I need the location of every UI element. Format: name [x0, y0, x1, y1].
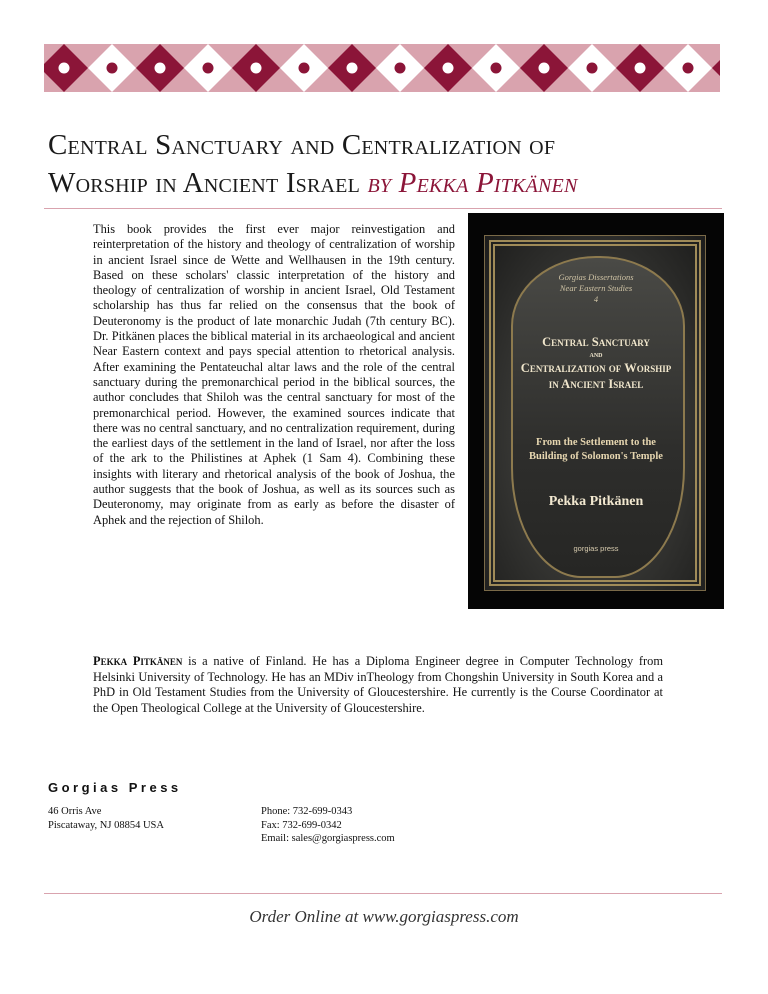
cover-subtitle-line-2: Building of Solomon's Temple — [529, 451, 663, 462]
banner-dot — [635, 63, 646, 74]
banner-dot — [587, 63, 598, 74]
banner-dot — [203, 63, 214, 74]
title-line-1: Central Sanctuary and Centralization of — [48, 129, 556, 161]
publisher-contact — [261, 805, 395, 846]
book-description: This book provides the first ever major reinvestigation and reinterpretation of the history and theology of centralization of worship in ancient Israel since de Wette and Wellhausen in the 19th century. Based on these scholars' classic interpretation of the history and theology of centralization of worship in ancient Israel, Old Testament scholarship has thus far relied on the consensus that the book of Deuteronomy is the product of late monarchic Judah (7th century BC). Dr. Pitkänen places the biblical material in its archaeological and ancient Near Eastern context and pays special attention to rhetorical analysis. After examining the Pentateuchal altar laws and the role of the central sanctuary during the premonarchical period in the biblical sources, the author concludes that Shiloh was the central sanctuary for most of the premonarchical period. However, the examined sources indicate that there was no central sanctuary, and no centralization requirement, during the earliest days of the settlement in the land of Israel, nor after the loss of the ark to the Philistines at Aphek (1 Sam 4). Combining these insights with literary and rhetorical analysis of the book of Joshua, the author suggests that the book of Joshua, as well as its sources such as Deuteronomy, may originate from as early as before the disaster of Aphek and the rejection of Shiloh. — [93, 222, 455, 527]
cover-panel — [484, 235, 706, 591]
footer-divider — [44, 893, 722, 894]
author-bio-text: is a native of Finland. He has a Diploma Engineer degree in Computer Technology from Helsinki University of Technology. He has an MDiv inTheology from Chongshin University in South Korea and a PhD in Old Testament Studies from the University of Gloucestershire. He currently is the Course Coordinator at the Open Theological College at the University of Gloucestershire. — [93, 654, 663, 715]
author-bio — [93, 654, 663, 716]
cover-series-line-1: Gorgias Dissertations — [558, 272, 634, 282]
title-byline: by Pekka Pitkänen — [367, 167, 578, 199]
cover-author: Pekka Pitkänen — [548, 494, 644, 509]
book-cover — [468, 213, 724, 609]
cover-series-line-2: Near Eastern Studies — [559, 283, 633, 293]
banner-dot — [443, 63, 454, 74]
contact-phone: Phone: 732-699-0343 — [261, 806, 353, 817]
cover-title — [485, 334, 707, 392]
banner-dot — [347, 63, 358, 74]
cover-title-line-1: Central Sanctuary — [542, 335, 650, 349]
address-line-2: Piscataway, NJ 08854 USA — [48, 819, 164, 831]
banner-dot — [491, 63, 502, 74]
banner-dot — [59, 63, 70, 74]
address-line-1: 46 Orris Ave — [48, 806, 102, 817]
cover-title-line-3: in Ancient Israel — [548, 377, 644, 391]
contact-fax: Fax: 732-699-0342 — [261, 819, 342, 831]
author-name: Pekka Pitkänen — [93, 654, 183, 668]
page-title — [48, 126, 738, 202]
banner-dot — [251, 63, 262, 74]
title-divider — [44, 208, 722, 209]
cover-subtitle — [485, 436, 707, 464]
cover-subtitle-line-1: From the Settlement to the — [536, 437, 656, 448]
cover-title-and: and — [589, 350, 603, 359]
banner-dot — [539, 63, 550, 74]
cover-title-line-2: Centralization of Worship — [520, 361, 672, 375]
publisher-name: Gorgias Press — [48, 780, 182, 795]
publisher-address — [48, 805, 164, 832]
banner-dot — [299, 63, 310, 74]
contact-email[interactable]: Email: sales@gorgiaspress.com — [261, 833, 395, 844]
cover-series-number: 4 — [593, 294, 599, 304]
banner-dot — [155, 63, 166, 74]
decorative-diamond-banner — [44, 44, 720, 92]
banner-dot — [395, 63, 406, 74]
title-line-2: Worship in Ancient Israel — [48, 167, 361, 199]
cover-series — [485, 272, 707, 305]
banner-dot — [683, 63, 694, 74]
cover-publisher: gorgias press — [573, 544, 619, 553]
banner-dot — [107, 63, 118, 74]
order-online-link[interactable]: Order Online at www.gorgiaspress.com — [249, 907, 519, 926]
